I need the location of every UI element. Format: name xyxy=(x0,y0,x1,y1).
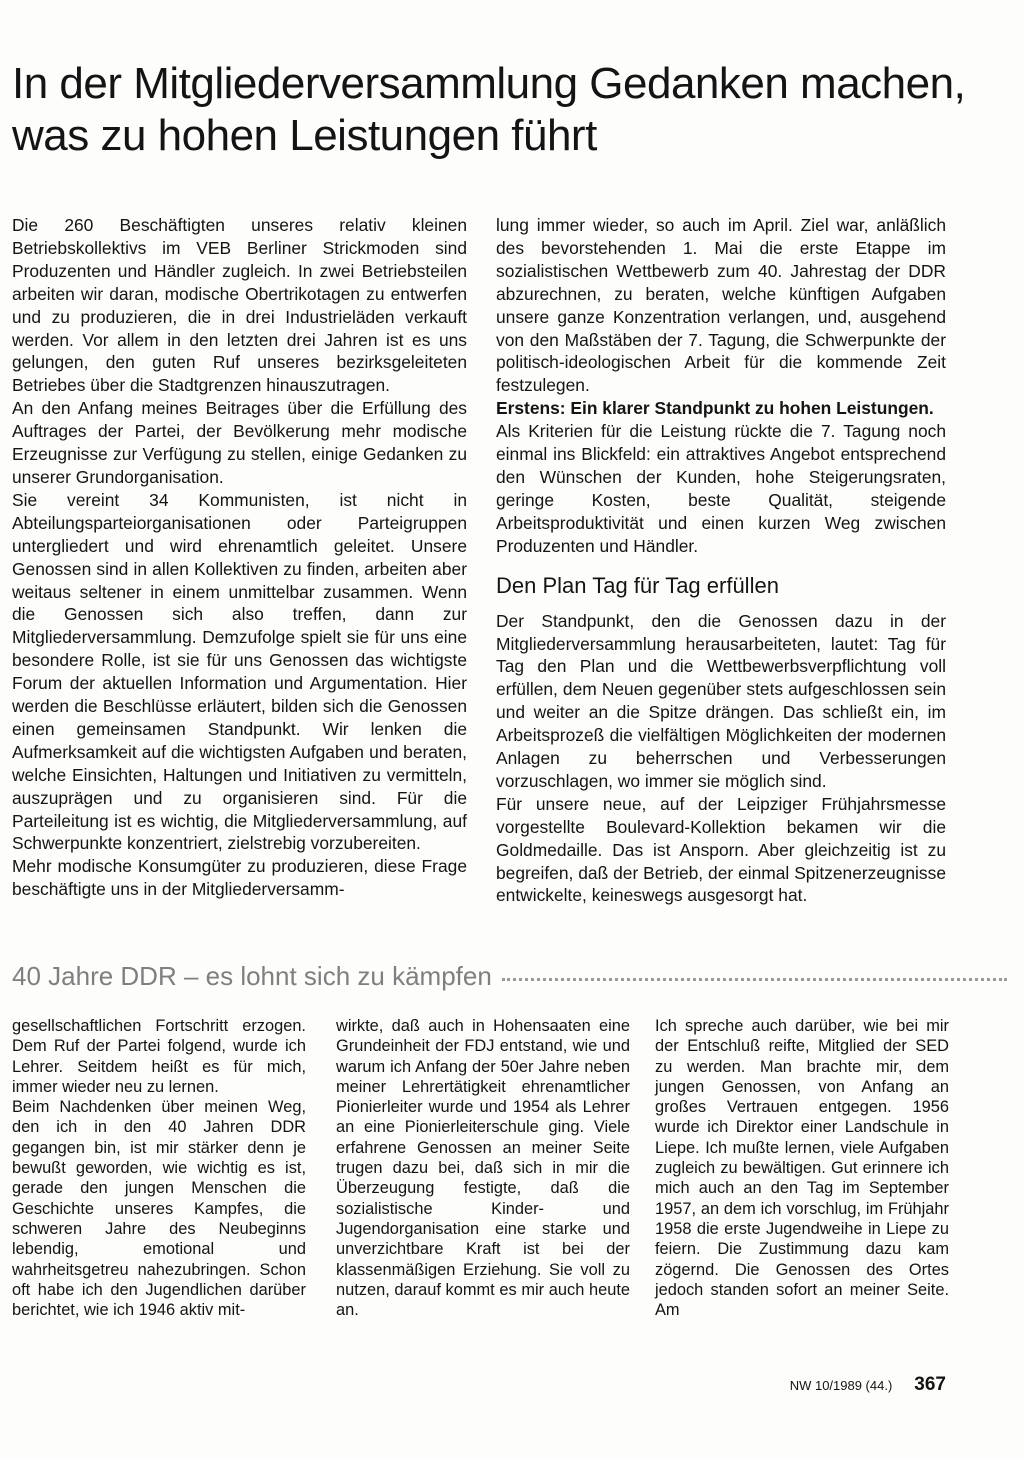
article-column-right xyxy=(496,214,946,907)
section-column-1 xyxy=(12,1016,306,1320)
paragraph: wirkte, daß auch in Hohensaaten eine Grundeinheit der FDJ entstand, wie und warum ich Anfang der 50er Jahre neben meiner Lehrertätigkeit ehrenamtlicher Pionierleiter wurde und 1954 als Lehrer an eine Pionierleiterschule ging. Viele erfahrene Genossen an meiner Seite trugen dazu bei, daß sich in mir die Überzeugung festigte, daß die sozialistische Kinder- und Jugendorganisation eine starke und unverzichtbare Kraft ist bei der klassenmäßigen Erziehung. Sie voll zu nutzen, darauf kommt es mir auch heute an. xyxy=(336,1017,630,1320)
issue-reference: NW 10/1989 (44.) xyxy=(789,1378,893,1393)
page-number: 367 xyxy=(914,1374,946,1395)
section-column-3 xyxy=(655,1016,949,1320)
paragraph: lung immer wieder, so auch im April. Ziel war, anläßlich des bevorstehenden 1. Mai die erste Etappe im sozialistischen Wettbewerb zum 40. Jahrestag der DDR abzurechnen, zu beraten, welche künftigen Aufgaben unsere ganze Konzentration verlangen, und, ausgehend von den Maßstäben der 7. Tagung, die Schwerpunkte der politisch-ideologischen Arbeit für die kommende Zeit festzulegen. xyxy=(496,215,946,396)
article-column-left xyxy=(12,214,467,901)
article-headline: In der Mitgliederversammlung Gedanken machen, was zu hohen Leistungen führt xyxy=(12,59,966,160)
section-heading xyxy=(12,958,1007,994)
paragraph: Die 260 Beschäftigten unseres relativ kleinen Betriebskollektivs im VEB Berliner Strickmoden sind Produzenten und Händler zugleich. In zwei Betriebsteilen arbeiten wir daran, modische Obertrikotagen zu entwerfen und zu produzieren, die in drei Industrieläden verkauft werden. Vor allem in den letzten drei Jahren ist es uns gelungen, den guten Ruf unseres bezirksgeleiteten Betriebes über die Stadtgrenzen hinauszutragen. xyxy=(12,215,467,396)
bold-lead-line: Erstens: Ein klarer Standpunkt zu hohen Leistungen. xyxy=(496,398,934,419)
paragraph: Ich spreche auch darüber, wie bei mir der Entschluß reifte, Mitglied der SED zu werden. Man brachte mir, dem jungen Genossen, von Anfang an großes Vertrauen entgegen. 1956 wurde ich Direktor einer Landschule in Liepe. Ich mußte lernen, viele Aufgaben zugleich zu bewältigen. Gut erinnere ich mich auch an den Tag im September 1957, an dem ich vorschlug, im Frühjahr 1958 die erste Jugendweihe in Liepe zu feiern. Die Zustimmung dazu kam zögernd. Die Genossen des Ortes jedoch standen sofort an meiner Seite. Am xyxy=(655,1017,949,1320)
page-footer xyxy=(746,1374,946,1398)
dotted-rule xyxy=(502,978,1007,981)
paragraph: Als Kriterien für die Leistung rückte die 7. Tagung noch einmal ins Blickfeld: ein attraktives Angebot entsprechend den Wünschen der Kunden, hohe Steigerungsraten, geringe Kosten, beste Qualität, steigende Arbeitsproduktivität und einen kurzen Weg zwischen Produzenten und Händler. xyxy=(496,421,946,556)
paragraph: Beim Nachdenken über meinen Weg, den ich in den 40 Jahren DDR gegangen bin, ist mir stärker denn je bewußt geworden, wie wichtig es ist, gerade den jungen Menschen die Geschichte unseres Kampfes, die schweren Jahre des Neubeginns lebendig, emotional und wahrheitsgetreu nahezubringen. Schon oft habe ich den Jugendlichen darüber berichtet, wie ich 1946 aktiv mit- xyxy=(12,1098,306,1320)
section-column-2 xyxy=(336,1016,630,1320)
paragraph: An den Anfang meines Beitrages über die Erfüllung des Auftrages der Partei, der Bevölkerung mehr modische Erzeugnisse zur Verfügung zu stellen, einige Gedanken zu unserer Grundorganisation. xyxy=(12,398,467,487)
paragraph: Mehr modische Konsumgüter zu produzieren, diese Frage beschäftigte uns in der Mitgliederversamm- xyxy=(12,856,467,900)
article-subheading: Den Plan Tag für Tag erfüllen xyxy=(496,572,779,598)
paragraph: Sie vereint 34 Kommunisten, ist nicht in Abteilungsparteiorganisationen oder Parteigruppen untergliedert und wird ehrenamtlich geleitet. Unsere Genossen sind in allen Kollektiven zu finden, arbeiten aber weitaus seltener in einem unmittelbar zusammen. Wenn die Genossen sich also treffen, dann zur Mitgliederversammlung. Demzufolge spielt sie für uns eine besondere Rolle, ist sie für uns Genossen das wichtigste Forum der aktuellen Information und Argumentation. Hier werden die Beschlüsse erläutert, bilden sich die Genossen einen gemeinsamen Standpunkt. Wir lenken die Aufmerksamkeit auf die wichtigsten Aufgaben und beraten, welche Einsichten, Haltungen und Initiativen zu vermitteln, auszuprägen und zu organisieren sind. Für die Parteileitung ist es wichtig, die Mitgliederversammlung, auf Schwerpunkte konzentriert, zielstrebig vorzubereiten. xyxy=(12,489,467,854)
paragraph: Der Standpunkt, den die Genossen dazu in der Mitgliederversammlung herausarbeiteten, lautet: Tag für Tag den Plan und die Wettbewerbsverpflichtung voll erfüllen, dem Neuen gegenüber stets aufgeschlossen sein und weiter an die Spitze drängen. Das schließt ein, im Arbeitsprozeß die vielfältigen Möglichkeiten der modernen Anlagen zu beherrschen und Verbesserungen vorzuschlagen, wo immer sie möglich sind. xyxy=(496,610,946,791)
paragraph: gesellschaftlichen Fortschritt erzogen. Dem Ruf der Partei folgend, wurde ich Lehrer. Seitdem heißt es für mich, immer wieder neu zu lernen. xyxy=(12,1017,306,1096)
paragraph: Für unsere neue, auf der Leipziger Frühjahrsmesse vorgestellte Boulevard-Kollektion bekamen wir die Goldmedaille. Das ist Ansporn. Aber gleichzeitig ist zu begreifen, daß der Betrieb, der einmal Spitzenerzeugnisse entwickelte, keineswegs ausgesorgt hat. xyxy=(496,793,946,906)
section-heading-label: 40 Jahre DDR – es lohnt sich zu kämpfen xyxy=(12,960,492,991)
